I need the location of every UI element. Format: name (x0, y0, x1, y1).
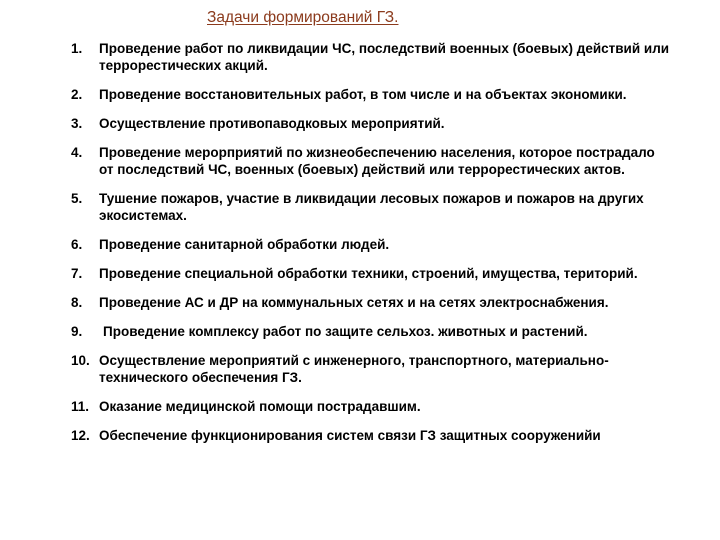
task-item-10 (71, 352, 671, 386)
task-text: Осуществление мероприятий с инженерного, транспортного, материально-технического обеспечения ГЗ. (99, 353, 609, 385)
task-text: Проведение мерорприятий по жизнеобеспечению населения, которое пострадало от последствий ЧС, военных (боевых) действий или террорестических актов. (99, 145, 655, 177)
task-number: 1. (71, 41, 83, 56)
task-item-4 (71, 144, 671, 178)
task-text: Проведение специальной обработки техники, строений, имущества, територий. (99, 266, 638, 281)
task-item-1 (71, 40, 671, 74)
task-number: 2. (71, 87, 83, 102)
task-item-12 (71, 427, 671, 444)
task-item-9 (71, 323, 671, 340)
task-number: 9. (71, 324, 83, 339)
task-item-2 (71, 86, 671, 103)
task-number: 10. (71, 353, 90, 368)
task-text: Обеспечение функционирования систем связи ГЗ защитных сооруженийи (99, 428, 601, 443)
task-number: 8. (71, 295, 83, 310)
task-text: Оказание медицинской помощи пострадавшим. (99, 399, 421, 414)
task-text: Проведение комплексу работ по защите сельхоз. животных и растений. (103, 324, 588, 339)
task-text: Проведение АС и ДР на коммунальных сетях и на сетях электроснабжения. (99, 295, 609, 310)
task-number: 7. (71, 266, 83, 281)
task-text: Проведение работ по ликвидации ЧС, последствий военных (боевых) действий или террорестических акций. (99, 41, 670, 73)
task-item-11 (71, 398, 671, 415)
task-item-8 (71, 294, 671, 311)
task-item-3 (71, 115, 671, 132)
task-number: 3. (71, 116, 83, 131)
task-list (71, 40, 671, 456)
task-item-6 (71, 236, 671, 253)
task-number: 6. (71, 237, 83, 252)
task-number: 5. (71, 191, 83, 206)
task-item-7 (71, 265, 671, 282)
task-number: 12. (71, 428, 90, 443)
task-text: Тушение пожаров, участие в ликвидации лесовых пожаров и пожаров на других экосистемах. (99, 191, 644, 223)
task-text: Осуществление противопаводковых мероприятий. (99, 116, 445, 131)
task-number: 11. (71, 399, 90, 414)
task-item-5 (71, 190, 671, 224)
task-text: Проведение восстановительных работ, в том числе и на объектах экономики. (99, 87, 627, 102)
task-text: Проведение санитарной обработки людей. (99, 237, 390, 252)
task-number: 4. (71, 145, 83, 160)
slide-title: Задачи формирований ГЗ. (207, 9, 399, 26)
